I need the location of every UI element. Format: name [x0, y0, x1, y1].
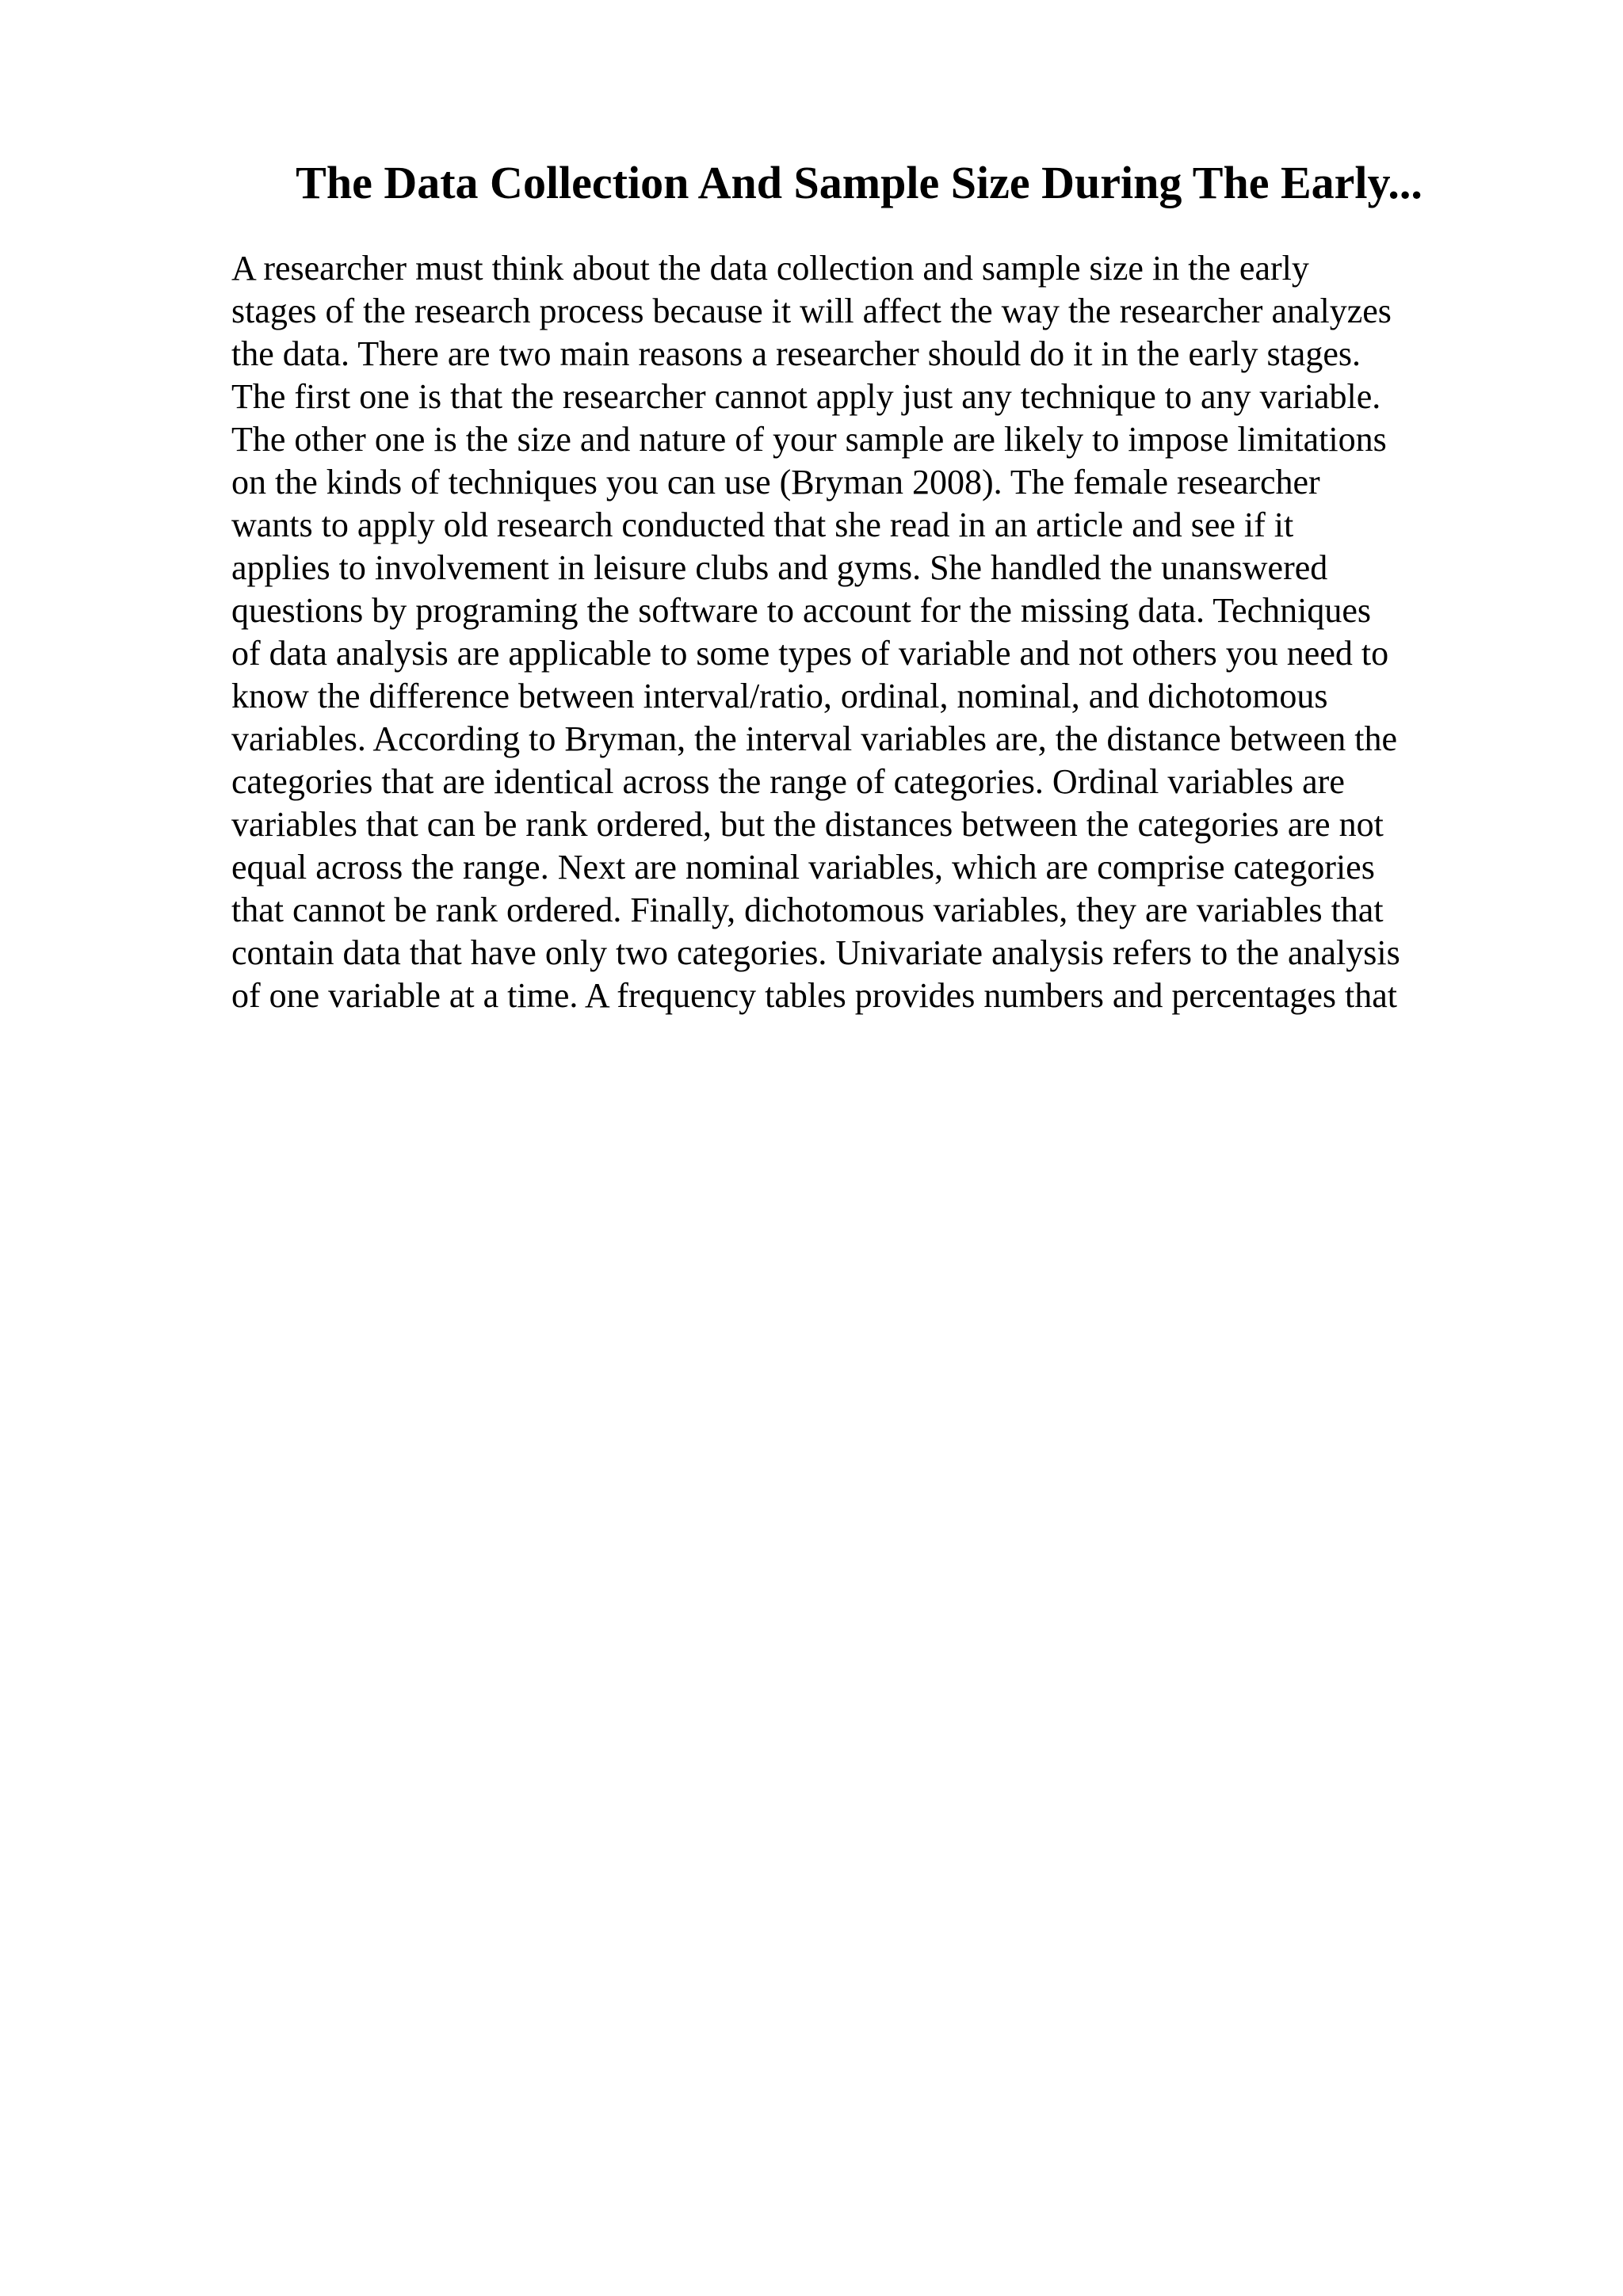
body-line: stages of the research process because it will affect the way the researcher analyzes [231, 292, 1392, 330]
body-line: on the kinds of techniques you can use (Bryman 2008). The female researcher [231, 463, 1320, 502]
body-line: know the difference between interval/ratio, ordinal, nominal, and dichotomous [231, 677, 1328, 715]
body-line: questions by programing the software to account for the missing data. Techniques [231, 591, 1371, 630]
body-line: variables. According to Bryman, the interval variables are, the distance between the [231, 719, 1397, 758]
body-line: A researcher must think about the data collection and sample size in the early [231, 249, 1309, 288]
body-line: The first one is that the researcher cannot apply just any technique to any variable. [231, 377, 1381, 416]
body-line: that cannot be rank ordered. Finally, dichotomous variables, they are variables that [231, 891, 1384, 929]
document-body [231, 247, 1499, 1017]
document-title: The Data Collection And Sample Size During The Early... [296, 157, 1423, 208]
body-line: of data analysis are applicable to some types of variable and not others you need to [231, 634, 1389, 673]
body-line: variables that can be rank ordered, but the distances between the categories are not [231, 805, 1384, 844]
body-line: the data. There are two main reasons a researcher should do it in the early stages. [231, 334, 1361, 373]
body-line: contain data that have only two categories. Univariate analysis refers to the analysis [231, 933, 1400, 972]
body-line: equal across the range. Next are nominal variables, which are comprise categories [231, 848, 1375, 887]
body-line: categories that are identical across the range of categories. Ordinal variables are [231, 762, 1345, 801]
body-line: applies to involvement in leisure clubs and gyms. She handled the unanswered [231, 548, 1328, 587]
body-line: wants to apply old research conducted that she read in an article and see if it [231, 505, 1294, 544]
body-line: of one variable at a time. A frequency tables provides numbers and percentages that [231, 976, 1398, 1015]
body-line: The other one is the size and nature of your sample are likely to impose limitations [231, 420, 1387, 459]
